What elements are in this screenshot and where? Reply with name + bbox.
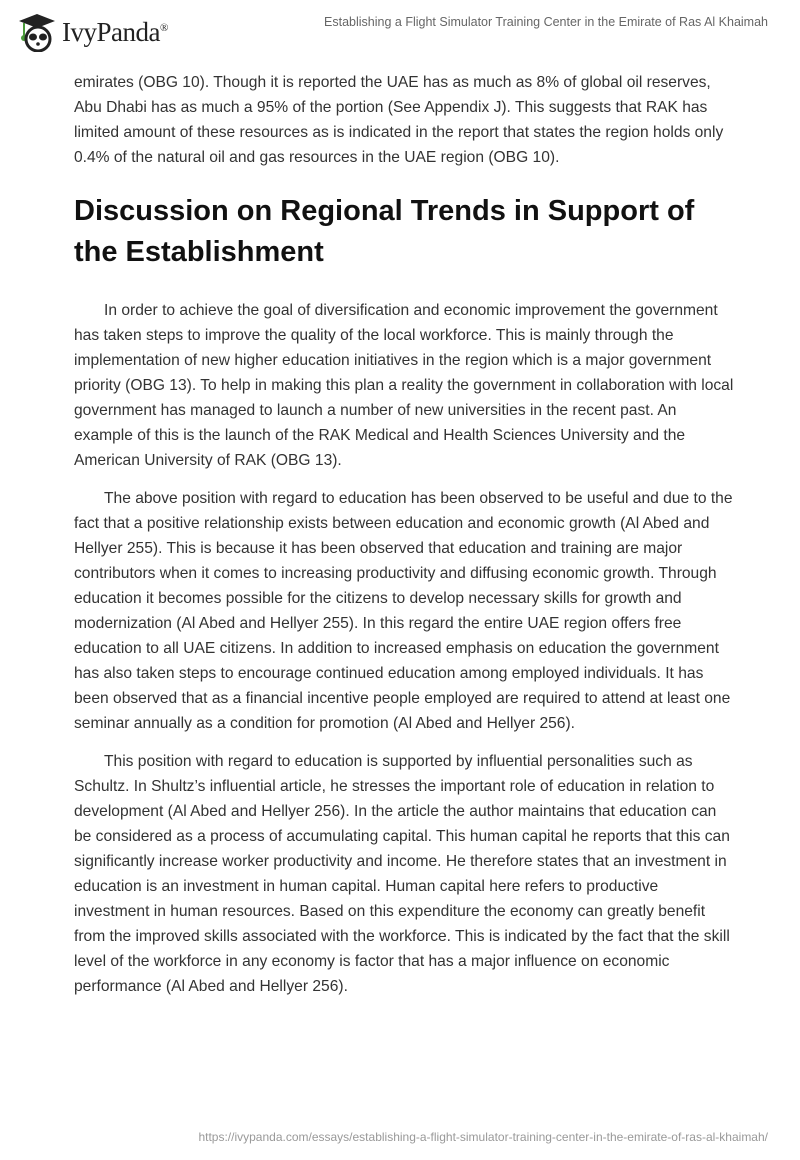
page-header (0, 0, 800, 60)
document-title: Establishing a Flight Simulator Training Center in the Emirate of Ras Al Khaimah (324, 15, 768, 29)
panda-graduate-icon (18, 12, 56, 52)
logo-text: IvyPanda (62, 16, 160, 47)
section-heading: Discussion on Regional Trends in Support of the Establishment (74, 195, 695, 268)
paragraph: The above position with regard to education has been observed to be useful and due to the fact that a positive relationship exists between education and economic growth (Al Abed and Hellyer 255). This is because it has been observed that education and training are major contributors when it comes to increasing productivity and diffusing economic growth. Through education it becomes possible for the citizens to develop necessary skills for growth and modernization (Al Abed and Hellyer 255). In this regard the entire UAE region offers free education to all UAE citizens. In addition to increased emphasis on education the government has also taken steps to encourage continued education among employed individuals. It has been observed that as a financial incentive people employed are required to attend at least one seminar annually as a condition for promotion (Al Abed and Hellyer 256). (74, 490, 733, 732)
paragraph: In order to achieve the goal of diversification and economic improvement the government has taken steps to improve the quality of the local workforce. This is mainly through the implementation of new higher education initiatives in the region which is a major government priority (OBG 13). To help in making this plan a reality the government in collaboration with local government has managed to launch a number of new universities in the recent past. An example of this is the launch of the RAK Medical and Health Sciences University and the American University of RAK (OBG 13). (74, 302, 734, 469)
paragraph: emirates (OBG 10). Though it is reported the UAE has as much as 8% of global oil reserves, Abu Dhabi has as much a 95% of the portion (See Appendix J). This suggests that RAK has limited amount of these resources as is indicated in the report that states the region holds only 0.4% of the natural oil and gas resources in the UAE region (OBG 10). (74, 74, 724, 166)
source-url[interactable]: https://ivypanda.com/essays/establishing-a-flight-simulator-training-center-in-the-emirate-of-ras-al-khaimah/ (198, 1130, 768, 1144)
paragraph: This position with regard to education is supported by influential personalities such as Schultz. In Shultz’s influential article, he stresses the important role of education in relation to development (Al Abed and Hellyer 256). In the article the author maintains that education can be considered as a process of accumulating capital. This human capital he reports that this can significantly increase worker productivity and income. He therefore states that an investment in education is an investment in human capital. Human capital here refers to productive investment in human resources. Based on this expenditure the economy can greatly benefit from the improved skills associated with the workforce. This is indicated by the fact that the skill level of the workforce in any economy is factor that has a major influence on economic performance (Al Abed and Hellyer 256). (74, 753, 730, 995)
registered-mark: ® (159, 21, 168, 34)
essay-content (74, 70, 734, 1012)
ivypanda-logo[interactable] (18, 12, 168, 52)
